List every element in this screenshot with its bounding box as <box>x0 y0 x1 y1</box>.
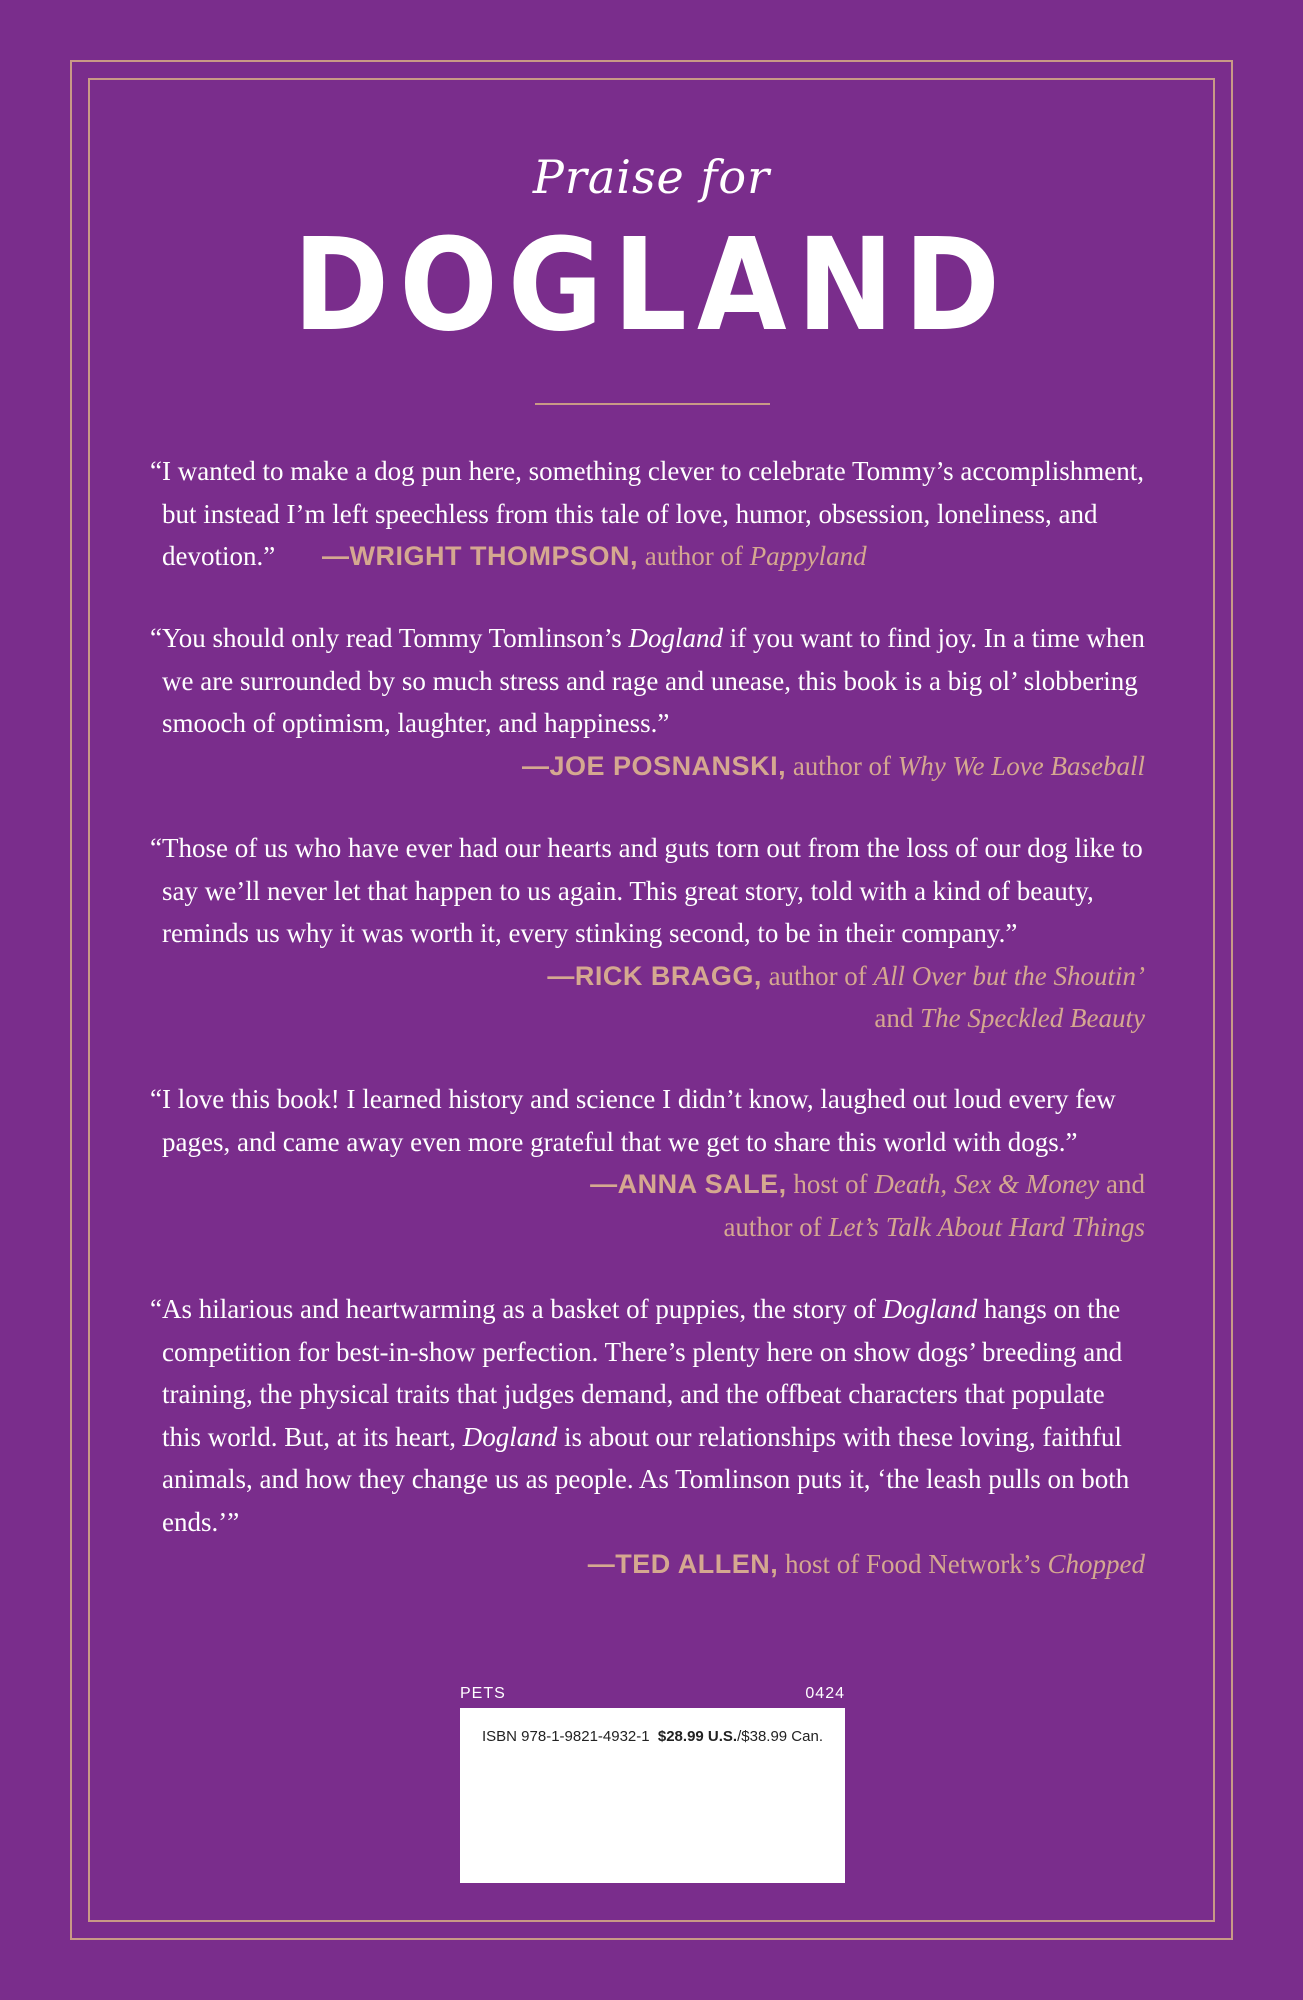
attribution-name: —ANNA SALE, <box>590 1169 787 1199</box>
quote-text-b: hangs on the competition for best-in-show perfection. There’s plenty here on show dogs’ breeding and training, the physical traits that judges demand, and the offbeat characters that populate this world. But, at its heart, <box>162 1294 1123 1452</box>
barcode-header <box>460 1685 845 1703</box>
praise-for-heading: Praise for <box>532 150 771 204</box>
attribution-name: —TED ALLEN, <box>587 1549 779 1579</box>
quote-text: “I wanted to make a dog pun here, something clever to celebrate Tommy’s accomplishment, but instead I’m left speechless from this tale of love, humor, obsession, loneliness, and devotion.” <box>150 456 1145 571</box>
quote-attribution-line-2 <box>150 997 1145 1040</box>
attribution-work-2: The Speckled Beauty <box>920 1003 1145 1033</box>
book-title: DOGLAND <box>292 211 1011 360</box>
attribution-role: host of <box>786 1169 875 1199</box>
category-label: PETS <box>460 1685 506 1702</box>
quote-attribution <box>150 955 1145 998</box>
attribution-work: All Over but the Shoutin’ <box>873 960 1145 991</box>
attribution-work-2: Let’s Talk About Hard Things <box>828 1211 1145 1242</box>
quote-text-a: “As hilarious and heartwarming as a basket of puppies, the story of <box>150 1294 883 1324</box>
attribution-name: —WRIGHT THOMPSON, <box>321 541 638 571</box>
quote-attribution-line-2 <box>150 1206 1145 1249</box>
attribution-role: author of <box>637 541 750 571</box>
quote-ted-allen <box>150 1288 1145 1586</box>
quote-attribution <box>150 745 1145 788</box>
attribution-name: —RICK BRAGG, <box>547 960 762 991</box>
attribution-work: Death, Sex & Money <box>874 1169 1100 1199</box>
quote-attribution <box>322 541 867 571</box>
isbn-label: ISBN 978-1-9821-4932-1 <box>482 1728 650 1745</box>
attribution-role: author of <box>761 960 874 991</box>
price-us: $28.99 U.S. <box>657 1728 738 1745</box>
quote-book-title-a: Dogland <box>882 1294 978 1324</box>
divider-rule <box>535 403 770 405</box>
quote-text: “I love this book! I learned history and science I didn’t know, laughed out loud every few pages, and came away even more grateful that we get to share this world with dogs.” <box>150 1084 1116 1157</box>
attribution-name: —JOE POSNANSKI, <box>522 750 787 781</box>
quote-attribution <box>150 1163 1145 1206</box>
quote-text: “Those of us who have ever had our hearts and guts torn out from the loss of our dog like to say we’ll never let that happen to us again. This great story, told with a kind of beauty, reminds us why it was worth it, every stinking second, to be in their company.” <box>150 833 1143 948</box>
price-can: /$38.99 Can. <box>737 1728 823 1745</box>
attribution-role-2: and <box>874 1003 921 1033</box>
attribution-work: Chopped <box>1047 1549 1145 1579</box>
attribution-role-2: and <box>1099 1169 1145 1199</box>
attribution-work: Why We Love Baseball <box>897 750 1145 781</box>
attribution-role-3: author of <box>723 1211 829 1242</box>
quote-text-end: if you want to find joy. In a time when we are surrounded by so much stress and rage and unease, this book is a big ol’ slobbering smooch of optimism, laughter, and happiness.” <box>162 623 1145 738</box>
quote-joe-posnanski <box>150 617 1145 787</box>
quote-attribution <box>150 1543 1145 1586</box>
quote-book-title-b: Dogland <box>462 1421 558 1452</box>
attribution-work: Pappyland <box>749 541 867 571</box>
quote-book-title: Dogland <box>628 623 724 653</box>
price-label <box>658 1728 823 1745</box>
price-code: 0424 <box>805 1685 845 1702</box>
quote-wright-thompson <box>150 450 1145 578</box>
quote-rick-bragg <box>150 827 1145 1040</box>
quote-text-c: is about our relationships with these loving, faithful animals, and how they change us as people. As Tomlinson puts it, ‘the leash pulls on both ends.’” <box>162 1421 1130 1537</box>
quote-anna-sale <box>150 1078 1145 1248</box>
quote-text-start: “You should only read Tommy Tomlinson’s <box>150 623 629 653</box>
attribution-role: host of Food Network’s <box>778 1549 1048 1579</box>
barcode-box <box>460 1708 845 1883</box>
attribution-role: author of <box>786 750 898 781</box>
